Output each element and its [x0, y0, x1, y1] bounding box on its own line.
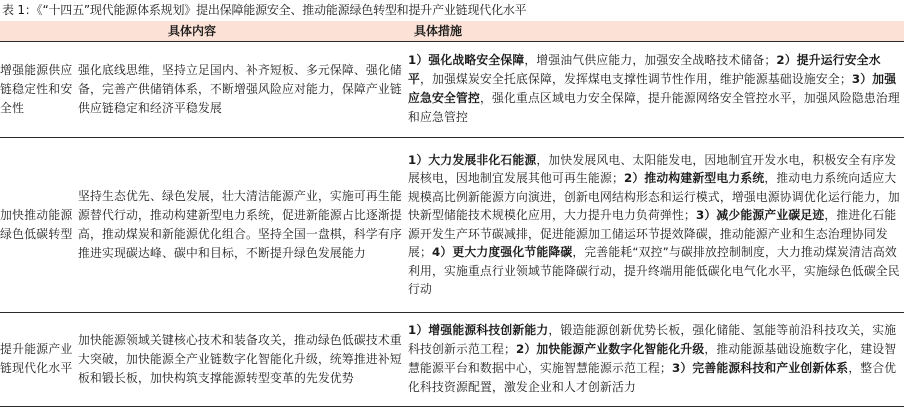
row-content: 强化底线思维，坚持立足国内、补齐短板、多元保障、强化储备，完善产供储销体系，不断增强风险应对能力，保障产业链供应链稳定和经济平稳发展 [78, 62, 402, 115]
measure-heading: 推动构建新型电力系统 [644, 171, 765, 185]
row-content: 坚持生态优先、绿色发展，壮大清洁能源产业，实施可再生能源替代行动，推动构建新型电力系统，促进新能源占比逐渐提高，推动煤炭和新能源优化组合。坚持全国一盘棋，科学有序推进实现碳达峰、碳中和目标，不断提升绿色发展能力 [78, 188, 402, 260]
measure-heading: 更大力度强化节能降碳 [452, 245, 573, 259]
row-content: 加快能源领域关键核心技术和装备攻关，推动绿色低碳技术重大突破，加快能源全产业链数字化智能化升级，统筹推进补短板和锻长板，加快构筑支撑能源转型变革的先发优势 [78, 332, 402, 385]
item-number: 4） [432, 245, 453, 259]
measure-text: ，锻造能源创新优势长板，强化储能、氢能等前沿科技攻关，实施科技创新示范工程； [408, 323, 897, 356]
table-row [0, 312, 904, 406]
measure-text: ，推动能源基础设施数字化，建设智慧能源平台和数据中心，实施智慧能源示范工程； [408, 342, 897, 375]
measure-text: ，完善能耗“双控”与碳排放控制制度，大力推动煤炭清洁高效利用，实施重点行业领域节能降碳行动，提升终端用能低碳化电气化水平，实施绿色低碳全民行动 [408, 245, 900, 296]
row-category: 加快推动能源绿色低碳转型 [0, 207, 73, 241]
item-number: 3） [671, 361, 693, 375]
measure-heading: 完善能源科技和产业创新体系 [692, 361, 849, 375]
row-measures [408, 41, 904, 137]
measure-heading: 加强应急安全管控 [408, 72, 897, 105]
item-number: 1） [408, 323, 429, 337]
table-row [0, 137, 904, 312]
item-number: 2） [623, 171, 645, 185]
table-caption: 表 1：《“十四五”现代能源体系规划》提出保障能源安全、推动能源绿色转型和提升产业链现代化水平 [2, 3, 527, 17]
table-row [0, 41, 904, 137]
measure-heading: 强化战略安全保障 [428, 53, 525, 67]
measure-heading: 加快能源产业数字化智能化升级 [536, 342, 705, 356]
measure-text: ，强化重点区域电力安全保障，提升能源网络安全管控水平，加强风险隐患治理和应急管控 [408, 91, 900, 124]
header-category [0, 21, 78, 41]
measure-text: ，加快发展风电、太阳能发电，因地制宜开发水电，积极安全有序发展核电，因地制宜发展其他可再生能源； [408, 152, 897, 185]
measure-text: ，推进化石能源开发生产环节碳减排，促进能源加工储运环节提效降碳，推动能源产业和生态治理协同发展； [408, 208, 897, 259]
measure-heading: 增强能源科技创新能力 [428, 323, 549, 337]
item-number: 3） [851, 72, 873, 86]
measure-heading: 减少能源产业碳足迹 [716, 208, 825, 222]
measure-heading: 提升运行安全水平 [408, 53, 881, 86]
item-number: 2） [776, 53, 797, 67]
measure-text: ，加强煤炭安全托底保障，发挥煤电支撑性调节性作用，维护能源基础设施安全； [420, 72, 852, 86]
measure-text: ，增强油气供应能力，加强安全战略技术储备； [524, 53, 777, 67]
header-measures: 具体措施 [414, 23, 463, 38]
policy-table [0, 21, 904, 407]
measure-text: ，推动电力系统向适应大规模高比例新能源方向演进，创新电网结构形态和运行模式，增强电源协调优化运行能力，加快新型储能技术规模化应用，大力提升电力负荷弹性； [408, 171, 900, 222]
item-number: 2） [515, 342, 537, 356]
item-number: 1） [408, 152, 429, 167]
header-content: 具体内容 [168, 23, 217, 38]
row-category: 增强能源供应链稳定性和安全性 [0, 62, 73, 115]
row-category: 提升能源产业链现代化水平 [0, 342, 73, 375]
item-number: 3） [695, 208, 717, 222]
table-header-row [0, 21, 904, 41]
measure-text: ，整合优化科技资源配置，激发企业和人才创新活力 [408, 361, 897, 394]
row-measures [408, 137, 904, 312]
item-number: 1） [408, 53, 429, 67]
measure-heading: 大力发展非化石能源 [428, 152, 537, 167]
row-measures [408, 312, 904, 406]
